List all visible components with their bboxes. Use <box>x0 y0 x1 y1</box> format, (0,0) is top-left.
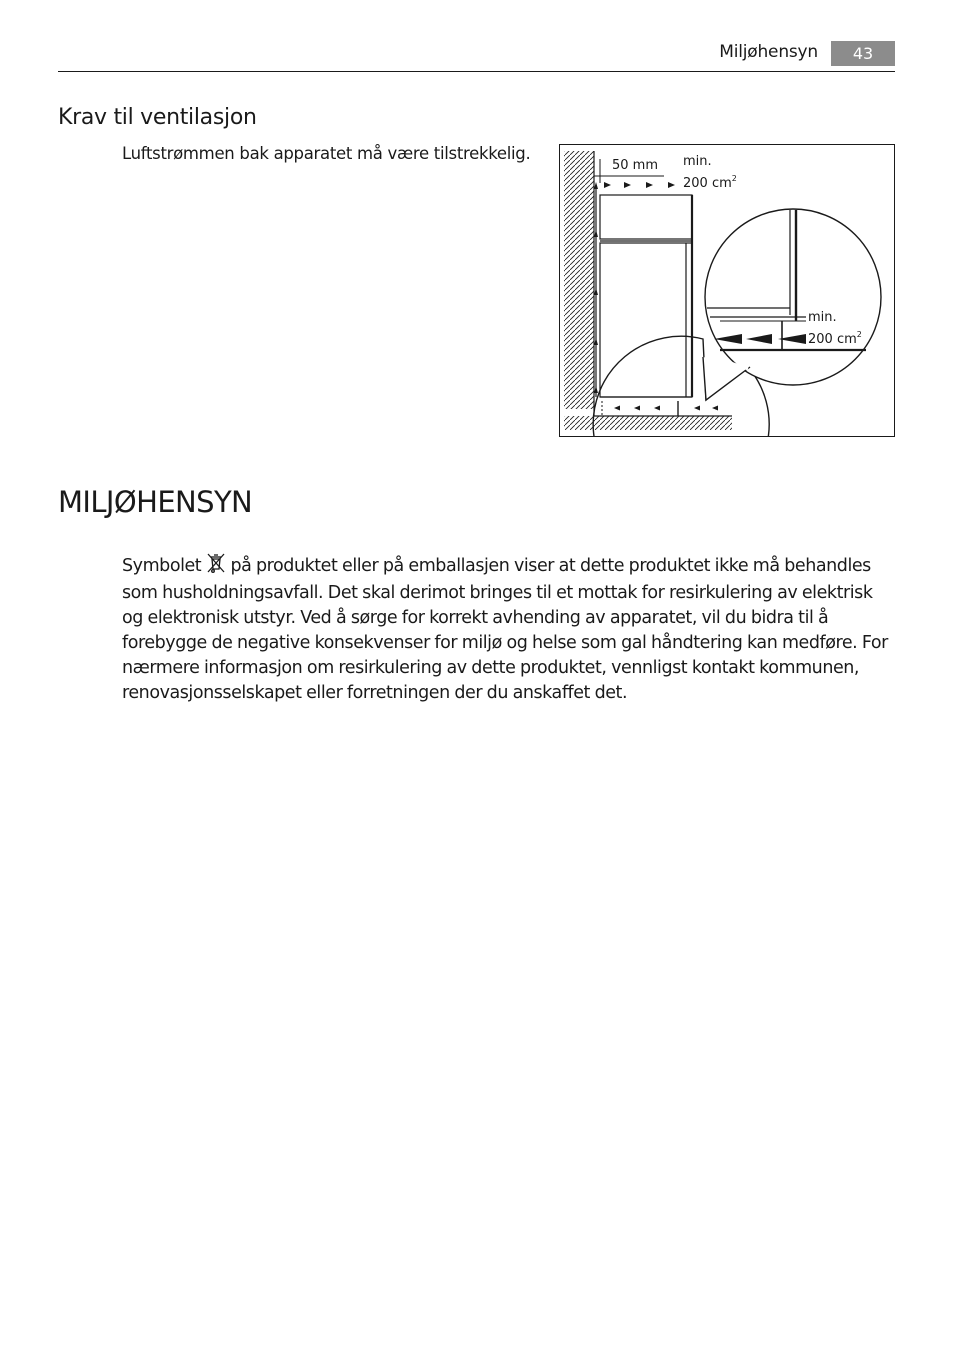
wall <box>564 151 594 409</box>
ventilation-heading: Krav til ventilasjon <box>58 105 257 130</box>
header-rule <box>58 71 895 72</box>
paragraph-body: på produktet eller på emballasjen viser at dette produktet ikke må behandles som husholdningsavfall. Det skal derimot bringes til et mottak for resirkulering av elektrisk og elektronisk utstyr. Ved å sørge for korrekt avhending av apparatet, vil du bidra til å forebygge de negative konsekvenser for miljø og helse som gal håndtering kan medføre. For nærmere informasjon om resirkulering av dette produktet, vennligst kontakt kommunen, renovasjonsselskapet eller forretningen der du anskaffet det. <box>122 556 888 703</box>
floor <box>564 416 732 430</box>
gap-label: 50 mm <box>612 158 659 173</box>
crossed-out-wheelie-bin-icon <box>207 553 225 581</box>
running-title: Miljøhensyn <box>719 42 818 62</box>
bottom-airflow-arrows <box>614 406 718 411</box>
ventilation-diagram <box>559 144 895 437</box>
page-number: 43 <box>831 41 895 66</box>
top-vent-min-label: min. <box>683 154 712 169</box>
bottom-vent-min-label: min. <box>808 310 837 325</box>
ventilation-intro: Luftstrømmen bak apparatet må være tilstrekkelig. <box>122 144 531 163</box>
chapter-title: MILJØHENSYN <box>58 485 253 519</box>
top-vent-area-label: 200 $cm^2$ <box>683 174 737 191</box>
top-airflow-arrows <box>604 182 675 188</box>
weee-paragraph <box>122 553 897 706</box>
appliance <box>596 185 692 397</box>
paragraph-lead: Symbolet <box>122 556 202 576</box>
bottom-vent-area-label: 200 $cm^2$ <box>808 330 862 347</box>
